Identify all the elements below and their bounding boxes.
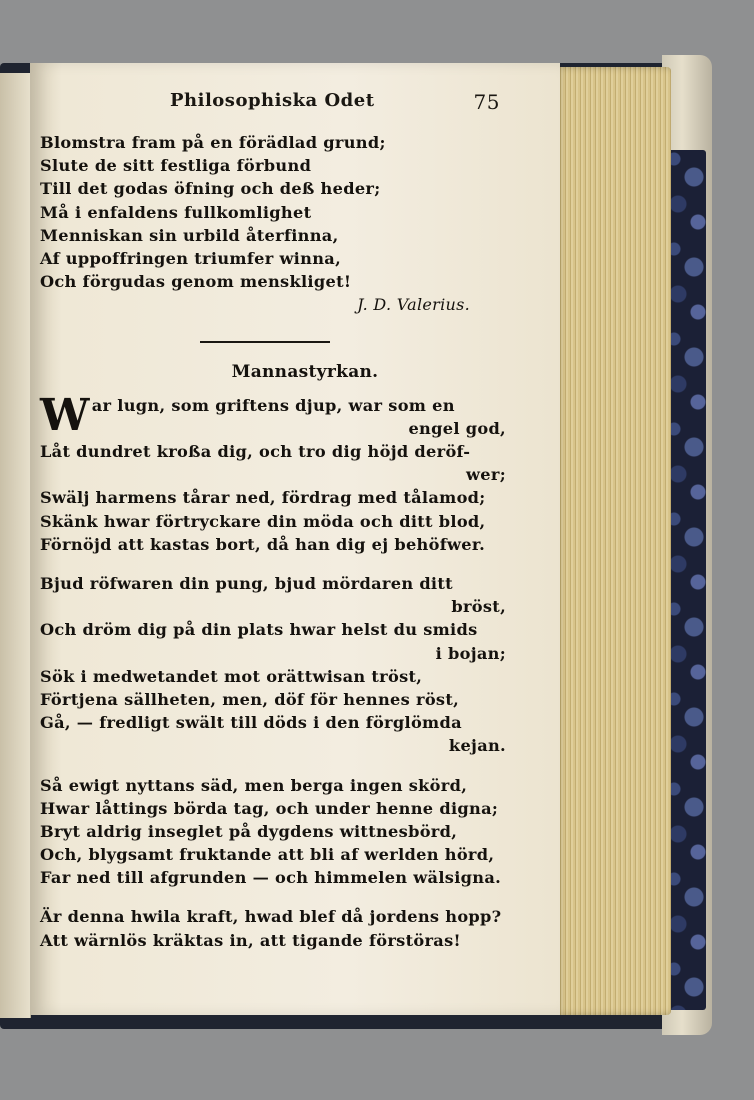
verse-line: Förtjena sällheten, men, döf för hennes röst, [40, 689, 460, 709]
verse-line: Sök i medwetandet mot orättwisan tröst, [40, 666, 423, 686]
verse-line: Att wärnlös kräktas in, att tigande förstöras! [40, 930, 461, 950]
verse-line: Förnöjd att kastas bort, då han dig ej behöfwer. [40, 534, 486, 554]
verse-line: kejan. [448, 736, 506, 756]
verse-line: Far ned till afgrunden — och himmelen wälsigna. [40, 868, 502, 888]
verse-line: Till det godas öfning och deß heder; [40, 179, 381, 199]
verse-line: Af uppoffringen triumfer winna, [40, 248, 341, 268]
page-block-edges [553, 67, 671, 1015]
drop-cap: W [40, 389, 90, 441]
verse-line: Skänk hwar förtryckare din möda och ditt blod, [40, 511, 486, 531]
verse-line: i bojan; [435, 643, 506, 663]
ode-ending [40, 131, 510, 317]
verse-line: Bryt aldrig inseglet på dygdens wittnesbörd, [40, 821, 458, 841]
running-title: Philosophiska Odet [170, 90, 375, 111]
stanza-3 [40, 774, 510, 890]
poem-title: Mannastyrkan. [231, 361, 379, 382]
verse-line: Så ewigt nyttans säd, men berga ingen skörd, [40, 775, 468, 795]
verse-line: Swälj harmens tårar ned, fördrag med tålamod; [40, 488, 486, 508]
verse-line: ar lugn, som griftens djup, war som en [91, 395, 455, 415]
verse-line: Och förgudas genom menskliget! [40, 272, 352, 292]
verse-line: Och, blygsamt fruktande att bli af werlden hörd, [40, 845, 495, 865]
verse-line: Bjud röfwaren din pung, bjud mördaren ditt [40, 574, 453, 594]
right-page [30, 63, 560, 1015]
running-head [170, 90, 500, 116]
verse-line: Är denna hwila kraft, hwad blef då jordens hopp? [40, 907, 502, 927]
stanza-4 [40, 905, 510, 951]
verse-line: Hwar låttings börda tag, och under henne digna; [40, 798, 499, 818]
left-page-edge [0, 73, 31, 1018]
stanza-1 [40, 389, 510, 556]
verse-line: engel god, [408, 418, 506, 438]
verse-line: Slute de sitt festliga förbund [40, 156, 312, 176]
verse-line: Blomstra fram på en förädlad grund; [40, 133, 386, 152]
page-text [40, 131, 510, 968]
verse-line: Och dröm dig på din plats hwar helst du smids [40, 620, 478, 640]
verse-line: Menniskan sin urbild återfinna, [40, 225, 339, 245]
verse-line: Låt dundret kroßa dig, och tro dig höjd deröf- [40, 442, 471, 462]
verse-line: wer; [466, 465, 506, 485]
page-number: 75 [473, 90, 500, 114]
verse-line: bröst, [451, 597, 506, 617]
verse-line: Må i enfaldens fullkomlighet [40, 202, 312, 222]
section-divider [200, 341, 330, 343]
stanza-2 [40, 572, 510, 758]
verse-line: Gå, — fredligt swält till döds i den förglömda [40, 713, 462, 733]
book [0, 55, 712, 1035]
marbled-cover-edge [666, 150, 706, 1010]
author-signature: J. D. Valerius. [357, 295, 470, 315]
